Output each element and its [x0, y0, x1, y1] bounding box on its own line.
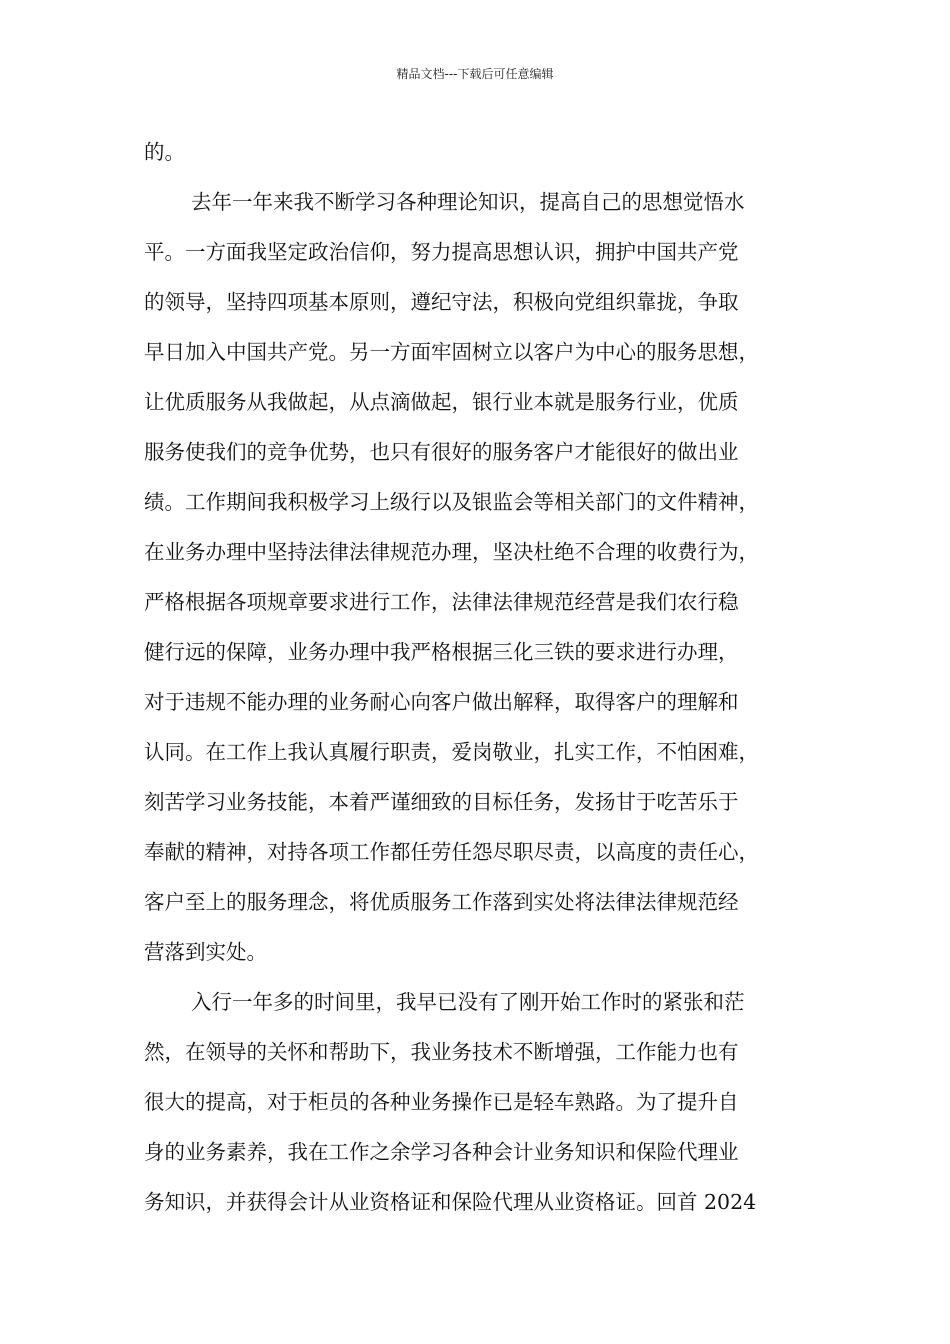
text-line: 营落到实处。: [144, 940, 267, 964]
text-line: 绩。工作期间我积极学习上级行以及银监会等相关部门的文件精神，: [144, 490, 759, 514]
text-line-paragraph-start: 入行一年多的时间里，我早已没有了刚开始工作时的紧张和茫: [191, 990, 745, 1014]
text-line: 早日加入中国共产党。另一方面牢固树立以客户为中心的服务思想，: [144, 340, 759, 364]
text-line: 然，在领导的关怀和帮助下，我业务技术不断增强，工作能力也有: [144, 1040, 739, 1064]
text-line: 在业务办理中坚持法律法律规范办理，坚决杜绝不合理的收费行为，: [144, 540, 759, 564]
text-line: 对于违规不能办理的业务耐心向客户做出解释，取得客户的理解和: [144, 690, 739, 714]
text-line: 身的业务素养，我在工作之余学习各种会计业务知识和保险代理业: [144, 1140, 739, 1164]
text-line: 奉献的精神，对持各项工作都任劳任怨尽职尽责，以高度的责任心，: [144, 840, 759, 864]
text-line: 务知识，并获得会计从业资格证和保险代理从业资格证。回首 2024: [144, 1190, 757, 1214]
document-body: [144, 127, 820, 1227]
text-line: 很大的提高，对于柜员的各种业务操作已是轻车熟路。为了提升自: [144, 1090, 739, 1114]
text-line: 服务使我们的竞争优势，也只有很好的服务客户才能很好的做出业: [144, 440, 739, 464]
text-line: 的。: [144, 140, 185, 164]
text-line: 平。一方面我坚定政治信仰，努力提高思想认识，拥护中国共产党: [144, 240, 739, 264]
text-line: 客户至上的服务理念，将优质服务工作落到实处将法律法律规范经: [144, 890, 739, 914]
text-line-paragraph-start: 去年一年来我不断学习各种理论知识，提高自己的思想觉悟水: [191, 190, 745, 214]
text-line: 健行远的保障，业务办理中我严格根据三化三铁的要求进行办理，: [144, 640, 739, 664]
page-header: 精品文档---下载后可任意编辑: [396, 67, 554, 81]
text-line: 认同。在工作上我认真履行职责，爱岗敬业，扎实工作，不怕困难，: [144, 740, 759, 764]
text-line: 刻苦学习业务技能，本着严谨细致的目标任务，发扬甘于吃苦乐于: [144, 790, 739, 814]
text-line: 让优质服务从我做起，从点滴做起，银行业本就是服务行业，优质: [144, 390, 739, 414]
text-line: 的领导，坚持四项基本原则，遵纪守法，积极向党组织靠拢，争取: [144, 290, 739, 314]
text-line: 严格根据各项规章要求进行工作，法律法律规范经营是我们农行稳: [144, 590, 739, 614]
